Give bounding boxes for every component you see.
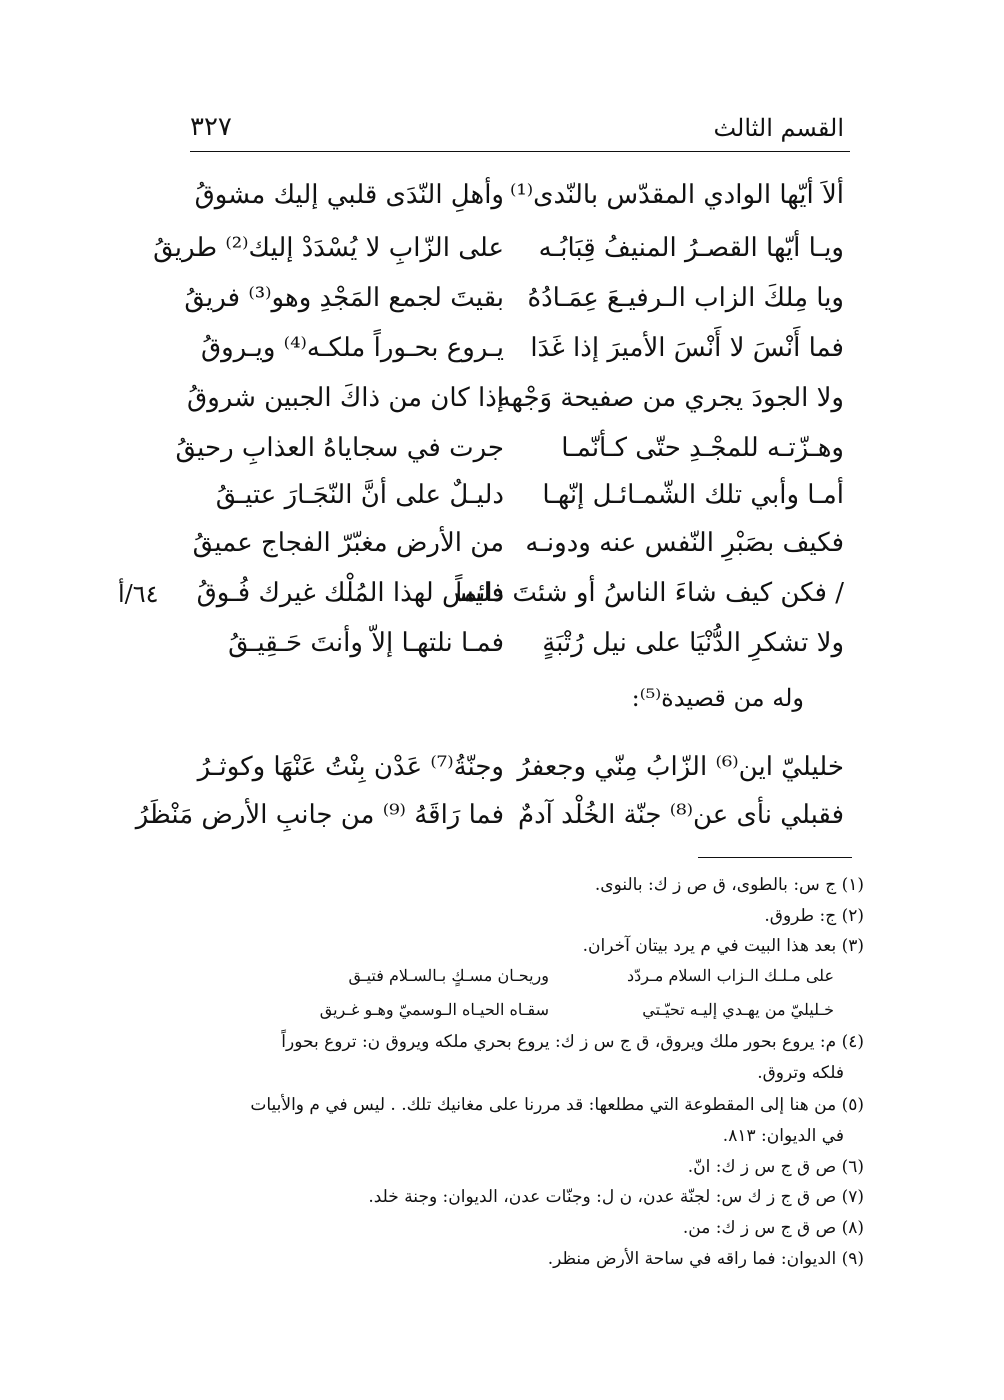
- footnote-5: (٥) من هنا إلى المقطوعة التي مطلعها: قد مررنا على مغانيك تلك. . ليس في م والأبيات: [250, 1095, 864, 1115]
- verse-1-second-hemistich: وأهلِ النّدَى قلبي إليك مشوقُ: [194, 180, 504, 210]
- footnote-8: (٨) ص ق ج س ز ك: من.: [682, 1218, 864, 1238]
- verse-5-first-hemistich: ولا الجودَ يجري من صفيحة وَجْهه: [497, 383, 844, 413]
- verse-7-second-hemistich: دليـلٌ على أنَّ النّجَـارَ عتيـقُ: [215, 480, 504, 510]
- verse-12-second-hemistich: فما رَاقَهُ ⁽⁹⁾ من جانبِ الأرض مَنْظَرُ: [135, 800, 504, 830]
- verse-3-second-hemistich: بقيتَ لجمع المَجْدِ وهو⁽³⁾ فريقُ: [184, 283, 504, 313]
- header-rule: [190, 151, 850, 152]
- verse-1-first-hemistich: ألاَ أيّها الوادي المقدّس بالنّدى⁽¹⁾: [509, 180, 844, 210]
- footnote-5-continuation: في الديوان: ٨١٣.: [722, 1126, 844, 1146]
- footnote-3-verse-1-second: وريحـان مسـكٍ بـالسـلام فتيـق: [348, 966, 549, 985]
- verse-2-second-hemistich: على الزّابِ لا يُسْدَدْ إليك⁽²⁾ طريقُ: [153, 233, 504, 263]
- verse-11-second-hemistich: وجنّةُ⁽⁷⁾ عَدْن بِنْتُ عَنْهَا وكوثـرُ: [197, 752, 504, 782]
- verse-8-first-hemistich: فكيف بصَبْرِ النّفس عنه ودونـه: [525, 528, 844, 558]
- verse-7-first-hemistich: أمـا وأبي تلك الشّمـائـل إنّهـا: [542, 480, 844, 510]
- footnote-2: (٢) ج: طروق.: [764, 906, 864, 926]
- verse-6-first-hemistich: وهـزّتـه للمجْـدِ حتّى كـأنّمـا: [561, 433, 844, 463]
- footnote-3-verse-2-second: سقـاه الحيـاه الـوسميّ وهـو غـريق: [319, 1000, 549, 1019]
- footnote-4: (٤) م: يروع بحور ملك ويروق، ق ج س ز ك: يروع بحري ملكه ويروق ن: تروع بحوراً: [281, 1032, 864, 1052]
- verse-8-second-hemistich: من الأرض مغبّرّ الفجاج عميقُ: [192, 528, 504, 558]
- verse-6-second-hemistich: جرت في سجاياهُ العذابِ رحيقُ: [175, 433, 504, 463]
- verse-3-first-hemistich: ويا مِلكَ الزاب الـرفيـعَ عِمَـادُهُ: [527, 283, 844, 313]
- verse-9-second-hemistich: فليس لهذا المُلْك غيرك فُـوقُ: [196, 578, 504, 608]
- poem-intro-line: وله من قصيدة⁽⁵⁾:: [631, 684, 804, 712]
- verse-5-second-hemistich: إذا كان من ذاكَ الجبين شروقُ: [187, 383, 504, 413]
- footnote-1: (١) ج س: بالطوى، ق ص ز ك: بالنوى.: [594, 875, 864, 895]
- verse-9-first-hemistich: / فكن كيف شاءَ الناسُ أو شئتَ دائماً: [455, 578, 844, 608]
- section-title: القسم الثالث: [713, 114, 844, 142]
- footnote-3-verse-2-first: خـليليّ من يهـدي إليـه تحيّـتي: [642, 1000, 834, 1019]
- verse-2-first-hemistich: ويـا أيّها القصـرُ المنيفُ قِبَابُـه: [538, 233, 844, 263]
- footnote-3: (٣) بعد هذا البيت في م يرد بيتان آخران.: [582, 936, 864, 956]
- footnote-4-continuation: فلكه وتروق.: [757, 1063, 844, 1083]
- page-number: ٣٢٧: [190, 112, 232, 142]
- verse-10-first-hemistich: ولا تشكرِ الدُّنْيَا على نيل رُتْبَةٍ: [542, 628, 844, 658]
- footnote-6: (٦) ص ق ج س ز ك: انّ.: [687, 1157, 864, 1177]
- manuscript-folio-note: ٦٤/أ: [118, 580, 159, 608]
- verse-4-first-hemistich: فما أَنْسَ لا أَنْسَ الأميرَ إذا غَدَا: [530, 333, 844, 363]
- footnote-9: (٩) الديوان: فما راقه في ساحة الأرض منظر.: [547, 1249, 864, 1269]
- verse-11-first-hemistich: خليليّ اين⁽⁶⁾ الزّابُ مِنّي وجعفرُ: [517, 752, 844, 782]
- footnote-rule: [698, 857, 852, 858]
- footnote-3-verse-1-first: على مـلـك الـزاب السلام مـردّد: [627, 966, 834, 985]
- footnote-7: (٧) ص ق ج ز ك س: لجنّة عدن، ن ل: وجنّات عدن، الديوان: وجنة خلد.: [368, 1187, 864, 1207]
- verse-12-first-hemistich: فقبلي نأى عن⁽⁸⁾ جنّة الخُلْد آدمٌ: [518, 800, 844, 830]
- verse-4-second-hemistich: يـروع بحـوراً ملكـه⁽⁴⁾ ويـروقُ: [200, 333, 504, 363]
- verse-10-second-hemistich: فمـا نلتهـا إلاّ وأنتَ حَـقِيـقُ: [228, 628, 504, 658]
